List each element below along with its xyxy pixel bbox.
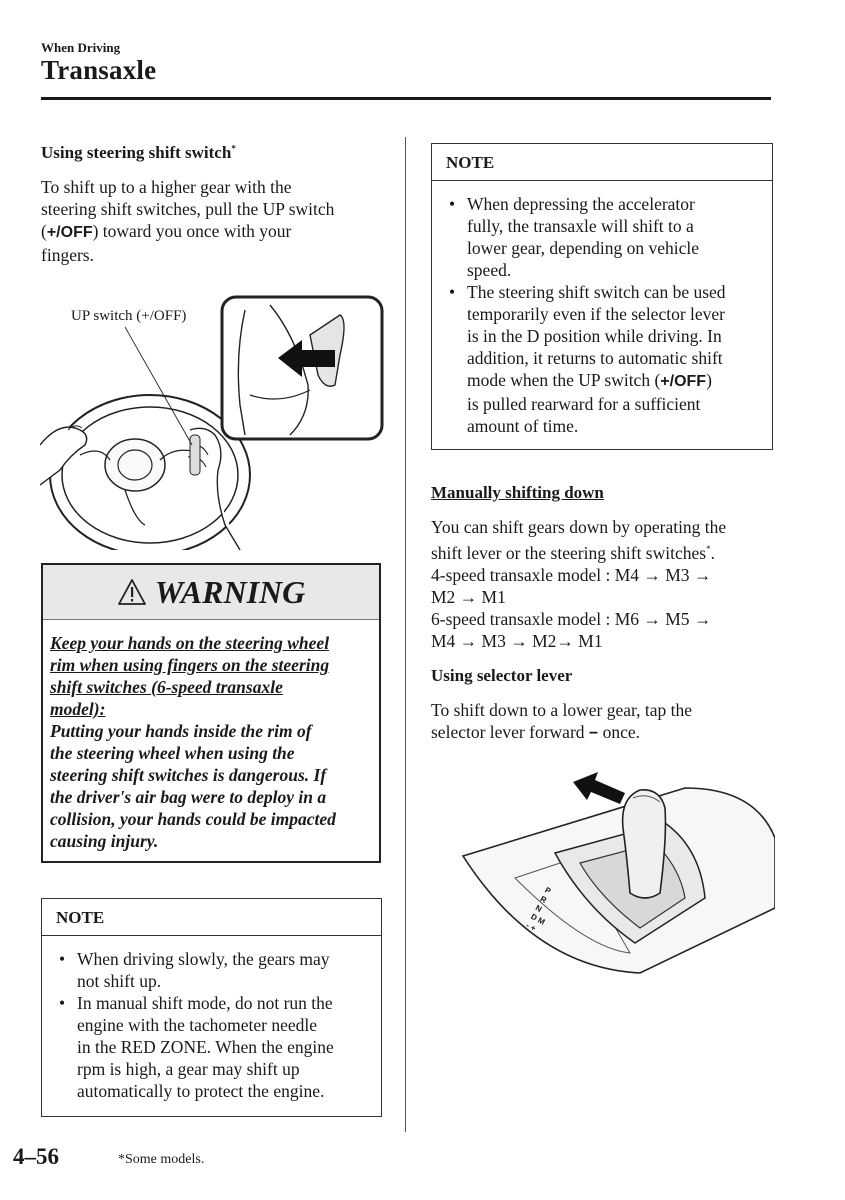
warning-box (41, 563, 381, 863)
steering-switch-heading (41, 143, 236, 163)
note-list (432, 181, 772, 437)
bullet: • (59, 949, 66, 969)
note-heading: NOTE (432, 144, 772, 181)
minus-symbol: − (588, 725, 599, 742)
note-heading: NOTE (42, 899, 381, 936)
note-box-right (431, 143, 773, 450)
selector-lever-paragraph (431, 699, 776, 745)
warning-header (43, 565, 379, 620)
selector-lever-heading: Using selector lever (431, 666, 573, 685)
asterisk-mark: * (231, 143, 236, 154)
gate-p-label: P (543, 885, 553, 896)
para-line: To shift up to a higher gear with the (41, 177, 292, 197)
footnote: *Some models. (118, 1152, 205, 1167)
para-line: shift lever or the steering shift switches*. (431, 542, 715, 563)
warning-line: model): (50, 699, 106, 719)
para-line: steering shift switches, pull the UP switch (41, 199, 335, 219)
up-switch-symbol: +/OFF (660, 373, 707, 390)
para-line: (+/OFF) toward you once with your (41, 221, 292, 241)
warning-title: WARNING (154, 573, 306, 610)
bullet: • (449, 282, 456, 302)
up-switch-callout: UP switch (+/OFF) (71, 308, 187, 324)
warning-line: rim when using fingers on the steering (50, 655, 330, 675)
para-line: fingers. (41, 245, 94, 265)
title-rule (41, 97, 771, 100)
section-label: When Driving (41, 40, 121, 55)
gate-m-label: M (536, 915, 547, 927)
steering-wheel-figure (40, 295, 385, 550)
up-switch-symbol: +/OFF (46, 224, 93, 241)
para-line: M4 → M3 → M2→ M1 (431, 630, 603, 651)
gate-plus-label: + (528, 923, 538, 934)
shift-down-heading: Manually shifting down (431, 483, 604, 502)
page-title: Transaxle (41, 55, 157, 85)
warning-line: Keep your hands on the steering wheel (50, 633, 330, 653)
warning-line: collision, your hands could be impacted (50, 809, 336, 829)
warning-line: shift switches (6-speed transaxle (50, 677, 283, 697)
note-item: • The steering shift switch can be used temporarily even if the selector lever is in the D position while driving. In addition, it returns to automatic shift mode when the UP switch (+/OFF) is pulled rearward for a sufficient amount of time. (449, 282, 726, 436)
warning-text (43, 620, 379, 852)
asterisk-mark: * (706, 544, 711, 554)
note-item: • When driving slowly, the gears may not shift up. (59, 949, 330, 991)
note-box-left (41, 898, 382, 1117)
bullet: • (449, 194, 456, 214)
gate-n-label: N (533, 903, 544, 914)
para-line: 6-speed transaxle model : M6 → M5 → (431, 608, 712, 629)
steering-wheel-illustration (40, 295, 385, 550)
warning-line: causing injury. (50, 831, 159, 851)
warning-triangle-icon (117, 578, 147, 606)
warning-line: steering shift switches is dangerous. If (50, 765, 327, 785)
warning-line: Putting your hands inside the rim of (50, 721, 312, 741)
note-item: • When depressing the accelerator fully, the transaxle will shift to a lower gear, depending on vehicle speed. (449, 194, 700, 280)
gear-lever-illustration (455, 768, 775, 978)
gate-r-label: R (538, 894, 549, 905)
page-number: 4–56 (13, 1144, 59, 1169)
para-line: selector lever forward − once. (431, 722, 641, 742)
warning-line: the steering wheel when using the (50, 743, 295, 763)
note-item: • In manual shift mode, do not run the engine with the tachometer needle in the RED ZONE. When the engine rpm is high, a gear may shift up automatically to protect the engine. (59, 993, 334, 1101)
gate-minus-label: - (524, 920, 532, 930)
steering-switch-paragraph (41, 176, 396, 266)
para-line: To shift down to a lower gear, tap the (431, 700, 692, 720)
shift-down-paragraph (431, 516, 776, 652)
para-line: 4-speed transaxle model : M4 → M3 → (431, 564, 712, 585)
para-line: M2 → M1 (431, 586, 506, 607)
bullet: • (59, 993, 66, 1013)
para-line: You can shift gears down by operating the (431, 517, 727, 537)
column-divider (405, 137, 406, 1132)
note-list (42, 936, 381, 1102)
heading-text: Using steering shift switch (41, 143, 232, 162)
gate-d-label: D (529, 911, 539, 923)
warning-line: the driver's air bag were to deploy in a (50, 787, 327, 807)
gear-lever-figure (455, 768, 775, 978)
